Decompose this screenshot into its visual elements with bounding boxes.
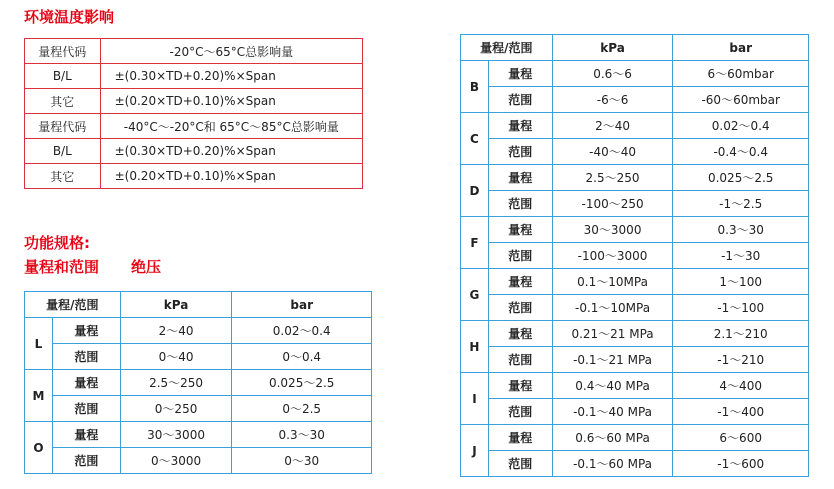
bar-value: -1～600	[673, 451, 809, 477]
kpa-value: 0～40	[120, 344, 232, 370]
env-row	[25, 89, 363, 114]
bar-value: -1～30	[673, 243, 809, 269]
bar-value: -1～2.5	[673, 191, 809, 217]
bar-value: 0.02～0.4	[673, 113, 809, 139]
row-type: 范围	[52, 344, 120, 370]
spec-subtitle-abs: 绝压	[131, 258, 162, 276]
col-header-range: 量程/范围	[461, 35, 553, 61]
row-type: 量程	[488, 425, 552, 451]
table-row	[461, 243, 809, 269]
spec-subtitle	[24, 256, 161, 277]
range-code: H	[461, 321, 489, 373]
range-code: M	[25, 370, 53, 422]
env-row	[25, 164, 363, 189]
kpa-value: 30～3000	[552, 217, 673, 243]
range-code: G	[461, 269, 489, 321]
range-code: C	[461, 113, 489, 165]
bar-value: -1～100	[673, 295, 809, 321]
table-row	[25, 448, 372, 474]
row-type: 量程	[488, 165, 552, 191]
env-key: B/L	[25, 64, 101, 89]
spec-subtitle-range: 量程和范围	[24, 258, 100, 276]
kpa-value: -0.1～10MPa	[552, 295, 673, 321]
kpa-value: 0～3000	[120, 448, 232, 474]
env-key: 量程代码	[25, 39, 101, 64]
range-code: O	[25, 422, 53, 474]
bar-value: 0.025～2.5	[673, 165, 809, 191]
table-row	[461, 165, 809, 191]
row-type: 范围	[52, 448, 120, 474]
env-header-row	[25, 114, 363, 139]
range-code: J	[461, 425, 489, 477]
kpa-value: -100～3000	[552, 243, 673, 269]
table-row	[461, 347, 809, 373]
kpa-value: 2.5～250	[120, 370, 232, 396]
table-row	[461, 321, 809, 347]
table-row	[25, 318, 372, 344]
row-type: 范围	[488, 451, 552, 477]
row-type: 范围	[488, 347, 552, 373]
row-type: 量程	[488, 113, 552, 139]
row-type: 范围	[488, 87, 552, 113]
table-row	[461, 113, 809, 139]
row-type: 量程	[488, 269, 552, 295]
table-row	[461, 269, 809, 295]
row-type: 量程	[52, 370, 120, 396]
env-row	[25, 64, 363, 89]
kpa-value: -6～6	[552, 87, 673, 113]
env-key: 其它	[25, 164, 101, 189]
range-code: I	[461, 373, 489, 425]
env-value: -40°C～-20°C和 65°C～85°C总影响量	[100, 114, 362, 139]
ranges-left-table	[24, 291, 372, 474]
row-type: 范围	[488, 243, 552, 269]
kpa-value: 0.1～10MPa	[552, 269, 673, 295]
kpa-value: 0.6～60 MPa	[552, 425, 673, 451]
kpa-value: -0.1～40 MPa	[552, 399, 673, 425]
bar-value: 0～0.4	[232, 344, 372, 370]
table-row	[461, 295, 809, 321]
ranges-right-table	[460, 34, 809, 477]
table-row	[461, 425, 809, 451]
col-header-range: 量程/范围	[25, 292, 121, 318]
row-type: 量程	[488, 217, 552, 243]
env-value: ±(0.20×TD+0.10)%×Span	[100, 164, 362, 189]
table-row	[461, 191, 809, 217]
kpa-value: 2～40	[120, 318, 232, 344]
env-title: 环境温度影响	[24, 8, 115, 26]
table-row	[25, 370, 372, 396]
bar-value: -0.4～0.4	[673, 139, 809, 165]
env-key: B/L	[25, 139, 101, 164]
table-row	[461, 217, 809, 243]
bar-value: -1～400	[673, 399, 809, 425]
kpa-value: 2.5～250	[552, 165, 673, 191]
bar-value: 6～600	[673, 425, 809, 451]
range-code: D	[461, 165, 489, 217]
kpa-value: -40～40	[552, 139, 673, 165]
env-header-row	[25, 39, 363, 64]
table-row	[461, 451, 809, 477]
col-header-kpa: kPa	[120, 292, 232, 318]
bar-value: 6～60mbar	[673, 61, 809, 87]
kpa-value: 2～40	[552, 113, 673, 139]
range-code: F	[461, 217, 489, 269]
bar-value: 4～400	[673, 373, 809, 399]
range-code: L	[25, 318, 53, 370]
bar-value: 0.025～2.5	[232, 370, 372, 396]
bar-value: 2.1～210	[673, 321, 809, 347]
kpa-value: 0.21～21 MPa	[552, 321, 673, 347]
row-type: 范围	[488, 191, 552, 217]
table-row	[461, 87, 809, 113]
env-value: -20°C～65°C总影响量	[100, 39, 362, 64]
table-row	[25, 422, 372, 448]
kpa-value: 0.4～40 MPa	[552, 373, 673, 399]
table-row	[25, 396, 372, 422]
bar-value: 0～2.5	[232, 396, 372, 422]
env-key: 量程代码	[25, 114, 101, 139]
row-type: 范围	[52, 396, 120, 422]
table-row	[461, 139, 809, 165]
row-type: 量程	[488, 321, 552, 347]
table-row	[461, 399, 809, 425]
row-type: 范围	[488, 399, 552, 425]
kpa-value: 30～3000	[120, 422, 232, 448]
row-type: 量程	[488, 61, 552, 87]
kpa-value: 0.6～6	[552, 61, 673, 87]
bar-value: 0.3～30	[232, 422, 372, 448]
env-value: ±(0.30×TD+0.20)%×Span	[100, 139, 362, 164]
bar-value: 0.02～0.4	[232, 318, 372, 344]
env-value: ±(0.30×TD+0.20)%×Span	[100, 64, 362, 89]
env-key: 其它	[25, 89, 101, 114]
bar-value: 0～30	[232, 448, 372, 474]
kpa-value: 0～250	[120, 396, 232, 422]
row-type: 范围	[488, 139, 552, 165]
kpa-value: -0.1～21 MPa	[552, 347, 673, 373]
env-table	[24, 38, 363, 189]
header-row	[25, 292, 372, 318]
row-type: 量程	[488, 373, 552, 399]
env-row	[25, 139, 363, 164]
row-type: 量程	[52, 318, 120, 344]
table-row	[461, 373, 809, 399]
env-value: ±(0.20×TD+0.10)%×Span	[100, 89, 362, 114]
col-header-bar: bar	[673, 35, 809, 61]
table-row	[25, 344, 372, 370]
kpa-value: -0.1～60 MPa	[552, 451, 673, 477]
bar-value: 1～100	[673, 269, 809, 295]
bar-value: -60～60mbar	[673, 87, 809, 113]
bar-value: 0.3～30	[673, 217, 809, 243]
range-code: B	[461, 61, 489, 113]
bar-value: -1～210	[673, 347, 809, 373]
row-type: 范围	[488, 295, 552, 321]
col-header-kpa: kPa	[552, 35, 673, 61]
col-header-bar: bar	[232, 292, 372, 318]
row-type: 量程	[52, 422, 120, 448]
kpa-value: -100～250	[552, 191, 673, 217]
spec-title: 功能规格:	[24, 234, 90, 252]
table-row	[461, 61, 809, 87]
header-row	[461, 35, 809, 61]
